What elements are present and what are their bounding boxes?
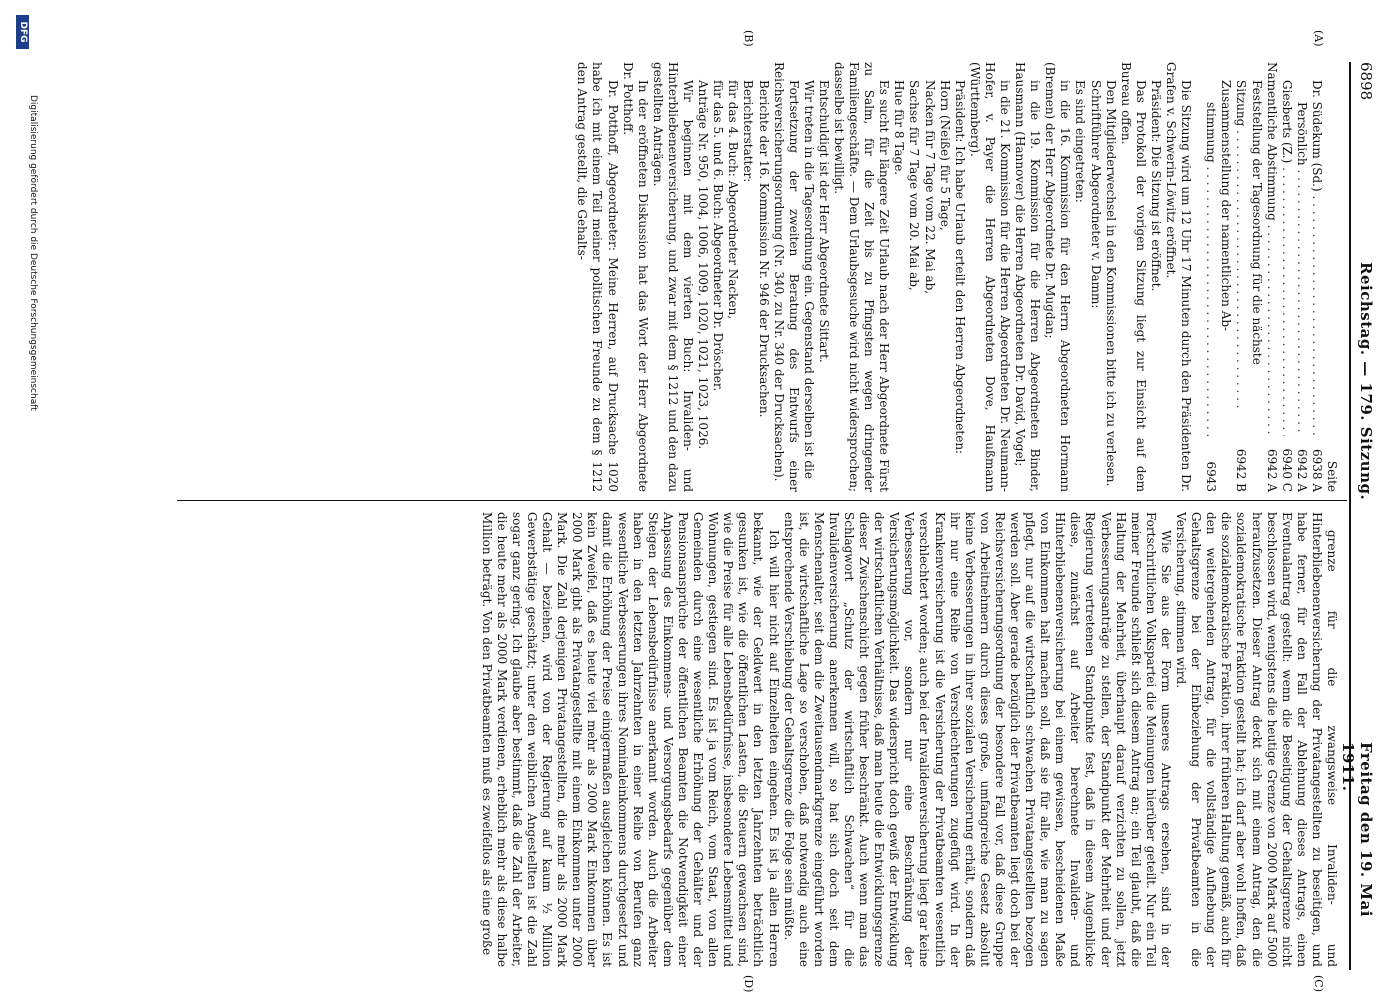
- toc-ref: 6942 A: [1294, 448, 1309, 492]
- toc-feststellung-line1: Feststellung der Tagesordnung für die nächste: [1249, 80, 1264, 365]
- paragraph: in die 21. Kommission für die Herren Abgeordneten Dr. Neumann-Hofer, v. Payer die Herren Abgeordneten Dove, Haußmann (Württemberg).: [967, 62, 1013, 492]
- right-column: [479, 512, 1339, 967]
- paragraph: Wie Sie aus der Form unseres Antrags ersehen, sind in der Fortschrittlichen Volkspartei die Meinungen hierüber geteilt. Nur ein Teil meiner Freunde schließt sich diesem Antrag an; ein Teil glaubt, daß die Haltung der Mehrheit, überhaupt darauf verzichten zu sollen, jetzt Verbesserungsanträge zu stellen, der Standpunkt der Mehrheit und der Regierung vertretenen Standpunkte fest, daß in diesem Augenblicke diese, zunächst auf Arbeiter berechnete Invaliden- und Hinterbliebenenversicherung bei einem gewissen, bescheidenen Maße von Einkommen halt machen soll, daß sie für alle, wie man zu sagen pflegt, nur auf die wirtschaftlich schwachen Privatangestellten bezogen werden soll. Aber gerade bezüglich der Privatbeamten liegt doch bei der Reichsversicherungsordnung der besondere Fall vor, daß diese Gruppe von Arbeitnehmern durch dieses große, umfangreiche Gesetz absolut keine Verbesserungen in ihrer sozialen Versicherung erhält, sondern daß ihr nur eine Reihe von Verschlechterungen zugefügt wird. In der Krankenversicherung ist die Versicherung der Privatbeamten wesentlich verschlechtert worden; auch bei der Invalidenversicherung liegt gar keine Verbesserung vor, sondern nur eine Beschränkung der Versicherungsmöglichkeit. Das widerspricht doch gewiß der Entwicklung der wirtschaftlichen Verhältnisse, daß man heute die Entwicklungsgrenze dieser Zwischenschicht gegen früher beschränkt. Auch wenn man das Schlagwort „Schutz der wirtschaftlich Schwachen“ für die Invalidenversicherung anerkennen will, so hat sich doch seit dem Menschenalter, seit dem die Zweitausendmarkgrenze eingeführt worden ist, die wirtschaftliche Lage so verschoben, daß notwendig auch eine entsprechende Verschiebung der Gehaltsgrenze die Folge sein müßte.: [781, 512, 1173, 967]
- paragraph: Horn (Neiße) für 5 Tage,: [937, 80, 952, 231]
- paragraph: Präsident: Die Sitzung ist eröffnet.: [1148, 80, 1163, 292]
- column-divider: [177, 500, 1347, 501]
- left-column: [574, 62, 1339, 492]
- paragraph: Wir beginnen mit dem vierten Buch: Invaliden- und Hinterbliebenenversicherung, und zwar mit dem § 1212 und den dazu gestellten Anträgen.: [650, 62, 696, 492]
- page-header: [1339, 62, 1375, 970]
- header-rule: [1349, 62, 1351, 970]
- toc-label: Sitzung . . .: [1233, 80, 1248, 436]
- paragraph: Berichterstatter:: [741, 80, 756, 183]
- toc-list: [1264, 62, 1324, 492]
- toc-entry: [1203, 62, 1218, 492]
- paragraph: Es sind eingetreten:: [1073, 80, 1088, 203]
- paragraph: Wir treten in die Tagesordnung ein. Gegenstand derselben ist die: [801, 80, 816, 479]
- toc-zusammen-line1: Zusammenstellung der namentlichen Ab-: [1219, 80, 1234, 332]
- toc-label: Giesberts (Z.) . . .: [1279, 80, 1294, 436]
- margin-mark-b: (B): [742, 30, 755, 47]
- paragraph: Schriftführer Abgeordneter v. Damm:: [1088, 80, 1103, 309]
- toc-entry: [1279, 62, 1294, 492]
- digitization-credit: Digitalisierung gefördert durch die Deutsche Forschungsgemeinschaft: [28, 95, 38, 411]
- toc-entry: [1294, 62, 1309, 492]
- paragraph: Fortsetzung der zweiten Beratung des Entwurfs einer Reichsversicherungsordnung (Nr. 340, zu Nr. 340 der Drucksachen).: [771, 62, 801, 492]
- paragraph: Das Protokoll der vorigen Sitzung liegt zur Einsicht auf dem Bureau offen.: [1118, 62, 1148, 492]
- paragraph: in die 19. Kommission für die Herren Abgeordneten Binder, Hausmann (Hannover) die Herren Abgeordneten Dr. David, Vogel;: [1013, 62, 1043, 492]
- toc-seite-header: Seite: [1325, 460, 1339, 492]
- toc-label: Persönlich . . .: [1294, 102, 1309, 436]
- paragraph: Sachse für 7 Tage vom 20. Mai ab,: [907, 80, 922, 291]
- paragraph: Präsident: Ich habe Urlaub erteilt den Herren Abgeordneten:: [952, 80, 967, 455]
- paragraph: Entschuldigt ist der Herr Abgeordnete Sittart.: [816, 80, 831, 363]
- left-body-text: [574, 62, 1193, 492]
- paragraph: Die Sitzung wird um 12 Uhr 17 Minuten durch den Präsidenten Dr. Grafen v. Schwerin-Löwitz eröffnet.: [1164, 62, 1194, 492]
- right-body-text: [479, 512, 1339, 967]
- paragraph: Berichte der 16. Kommission Nr. 946 der Drucksachen.: [756, 80, 771, 418]
- toc-entry: [1264, 62, 1279, 492]
- paragraph: Anträge Nr. 950, 1004, 1006, 1009, 1020, 1021, 1023, 1026.: [696, 80, 711, 450]
- margin-mark-d: (D): [742, 975, 755, 993]
- paragraph: Hue für 8 Tage.: [892, 80, 907, 176]
- paragraph: für das 4. Buch: Abgeordneter Nacken,: [726, 80, 741, 320]
- toc-label: Dr. Südekum (Sd.) . . .: [1309, 80, 1324, 436]
- paragraph: Ich will hier nicht auf Einzelheiten eingehen. Es ist ja allen Herren bekannt, wie der Geldwert in den letzten Jahrzehnten beträchtlich gesunken ist, wie die öffentlichen Lasten, die Steuern gewachsen sind, wie die Preise für alle Lebensbedürfnisse, insbesondere Lebensmittel und Wohnungen, gestiegen sind. Es ist ja vom Reich, vom Staat, von allen Gemeinden durch eine wesentliche Erhöhung der Gehälter und der Pensionsansprüche der öffentlichen Beamten die Notwendigkeit einer Anpassung des Einkommens- und Versorgungsbedarfs gegenüber dem Steigen der Lebensbedürfnisse anerkannt worden. Auch die Arbeiter haben in den letzten Jahrzehnten in einer Reihe von Berufen ganz wesentliche Verbesserungen ihres Nominaleinkommens durchgesetzt und damit die Erhöhung der Preise einigermaßen ausgleichen können. Es ist kein Zweifel, daß es heute viel mehr als 2000 Mark Einkommen über 2000 Mark gibt als Privatangestellte mit einem Einkommen unter 2000 Mark. Die Zahl derjenigen Privatangestellten, die mehr als 2000 Mark Gehalt — beziehen, wird von der Regierung auf kaum ½ Million Gewerbstätige geschätzt; unter den weiblichen Angestellten ist die Zahl sogar ganz gering. Ich glaube aber bestimmt, daß die Zahl der Arbeiter, die heute mehr als 2000 Mark verdienen, erheblich mehr als diese halbe Million beträgt. Von den Privatbeamten muß es zweifellos als eine große: [479, 512, 781, 967]
- margin-mark-a: (A): [1312, 30, 1325, 47]
- paragraph: In der eröffneten Diskussion hat das Wort der Herr Abgeordnete Dr. Potthoff.: [620, 62, 650, 492]
- running-head: Reichstag. — 179. Sitzung.: [1357, 262, 1375, 501]
- toc-label: stimmung . . .: [1203, 102, 1218, 436]
- paragraph: Nacken für 7 Tage vom 22. Mai ab,: [922, 80, 937, 295]
- toc-label: Namentliche Abstimmung . . .: [1264, 62, 1279, 436]
- paragraph: grenze für die zwangsweise Invaliden- und Hinterbliebenenversicherung der Privatangestellten zu beseitigen, und habe ferner, für den Fall der Ablehnung dieses Antrags, einen Eventualantrag gestellt: wenn die Beseitigung der Gehaltsgrenze nicht beschlossen wird, wenigstens die heutige Grenze von 2000 Mark auf 5000 heraufzusetzen. Dieser Antrag deckt sich mit einem Antrag, den die sozialdemokratische Fraktion gestellt hat; ich darf aber wohl hoffen, daß die sozialdemokratische Fraktion, ihrer früheren Haltung gemäß, auch für den weitergehenden Antrag, für die vollständige Aufhebung der Gehaltsgrenze bei der Einbeziehung der Privatbeamten in die Versicherung, stimmen wird.: [1174, 512, 1339, 967]
- toc-entry: [1309, 62, 1324, 492]
- paragraph: Dr. Potthoff, Abgeordneter: Meine Herren, auf Drucksache 1020 habe ich mit einem Teil meiner politischen Freunde zu dem § 1212 den Antrag gestellt, die Gehalts-: [575, 62, 620, 492]
- paragraph: in die 16. Kommission für den Herrn Abgeordneten Hormann (Bremen) der Herr Abgeordnete Dr. Mugdan;: [1043, 62, 1073, 492]
- toc-entry: [1233, 62, 1248, 492]
- toc-ref: 6942 B: [1234, 448, 1249, 492]
- paragraph: für das 5. und 6. Buch: Abgeordneter Dr. Dröscher.: [711, 80, 726, 392]
- margin-mark-c: (C): [1312, 975, 1325, 992]
- session-date: Freitag den 19. Mai 1911.: [1339, 742, 1375, 917]
- toc-ref: 6938 A: [1309, 448, 1324, 492]
- toc-ref: 6940 C: [1279, 448, 1294, 492]
- toc-ref: 6942 A: [1264, 448, 1279, 492]
- toc-ref: 6943: [1204, 461, 1219, 492]
- page-number: 6898: [1357, 62, 1375, 101]
- dfg-logo: DFG: [16, 15, 29, 49]
- paragraph: Den Mitgliederwechsel in den Kommissionen bitte ich zu verlesen.: [1103, 80, 1118, 487]
- paragraph: Es sucht für längere Zeit Urlaub nach der Herr Abgeordnete Fürst zu Salm, für die Zeit bis zu Pfingsten wegen dringender Familiengeschäfte. — Dem Urlaubsgesuche wird nicht widersprochen; dasselbe ist bewilligt.: [832, 62, 892, 492]
